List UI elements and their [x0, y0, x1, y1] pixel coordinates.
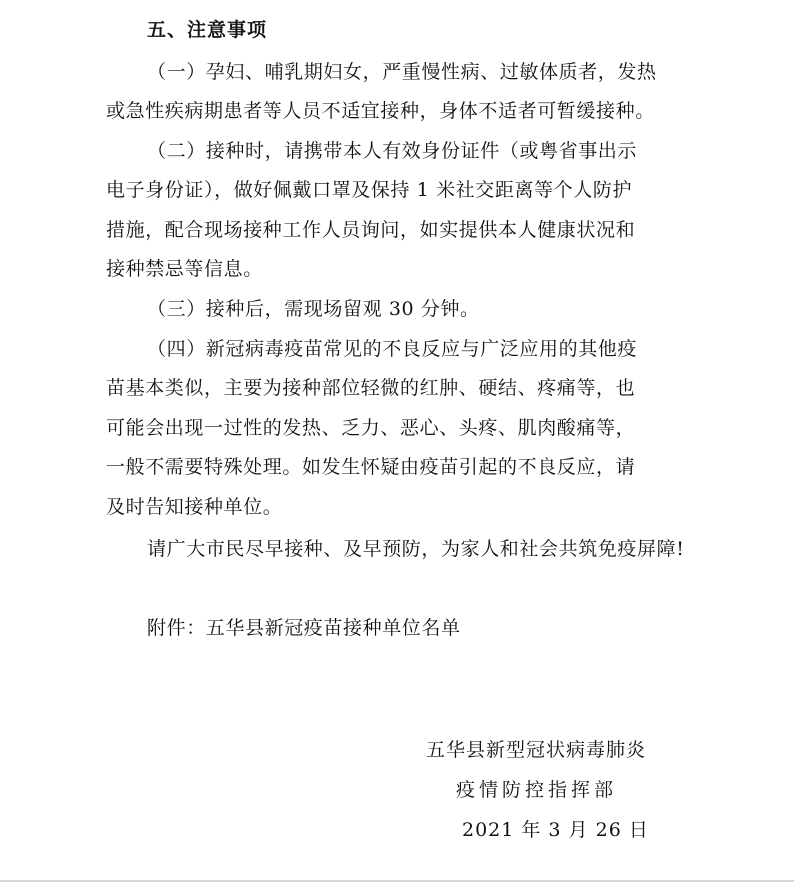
- signature-date: 2021 年 3 月 26 日: [462, 819, 649, 841]
- signature-org-line1: 五华县新型冠状病毒肺炎: [426, 739, 647, 761]
- paragraph-line: 一般不需要特殊处理。如发生怀疑由疫苗引起的不良反应，请: [106, 456, 636, 478]
- paragraph-line: 可能会出现一过性的发热、乏力、恶心、头疼、肌肉酸痛等，: [106, 417, 636, 439]
- paragraph-line: 及时告知接种单位。: [106, 496, 283, 518]
- paragraph-line: 措施，配合现场接种工作人员询问，如实提供本人健康状况和: [106, 219, 636, 241]
- page-bottom-divider: [0, 880, 794, 882]
- paragraph-line: （四）新冠病毒疫苗常见的不良反应与广泛应用的其他疫: [147, 338, 638, 360]
- paragraph-line: 或急性疾病期患者等人员不适宜接种，身体不适者可暂缓接种。: [106, 100, 655, 122]
- paragraph-line: 电子身份证），做好佩戴口罩及保持 1 米社交距离等个人防护: [106, 179, 633, 201]
- paragraph-line: （一）孕妇、哺乳期妇女，严重慢性病、过敏体质者，发热: [147, 61, 657, 83]
- section-heading: 五、注意事项: [147, 19, 268, 41]
- attachment-note: 附件：五华县新冠疫苗接种单位名单: [147, 617, 461, 639]
- signature-org-line2: 疫情防控指挥部: [456, 779, 618, 801]
- paragraph-line: （二）接种时，请携带本人有效身份证件（或粤省事出示: [147, 140, 638, 162]
- paragraph-line: （三）接种后，需现场留观 30 分钟。: [147, 298, 480, 320]
- closing-appeal: 请广大市民尽早接种、及早预防，为家人和社会共筑免疫屏障!: [147, 538, 685, 560]
- paragraph-line: 接种禁忌等信息。: [106, 258, 263, 280]
- paragraph-line: 苗基本类似，主要为接种部位轻微的红肿、硬结、疼痛等，也: [106, 377, 636, 399]
